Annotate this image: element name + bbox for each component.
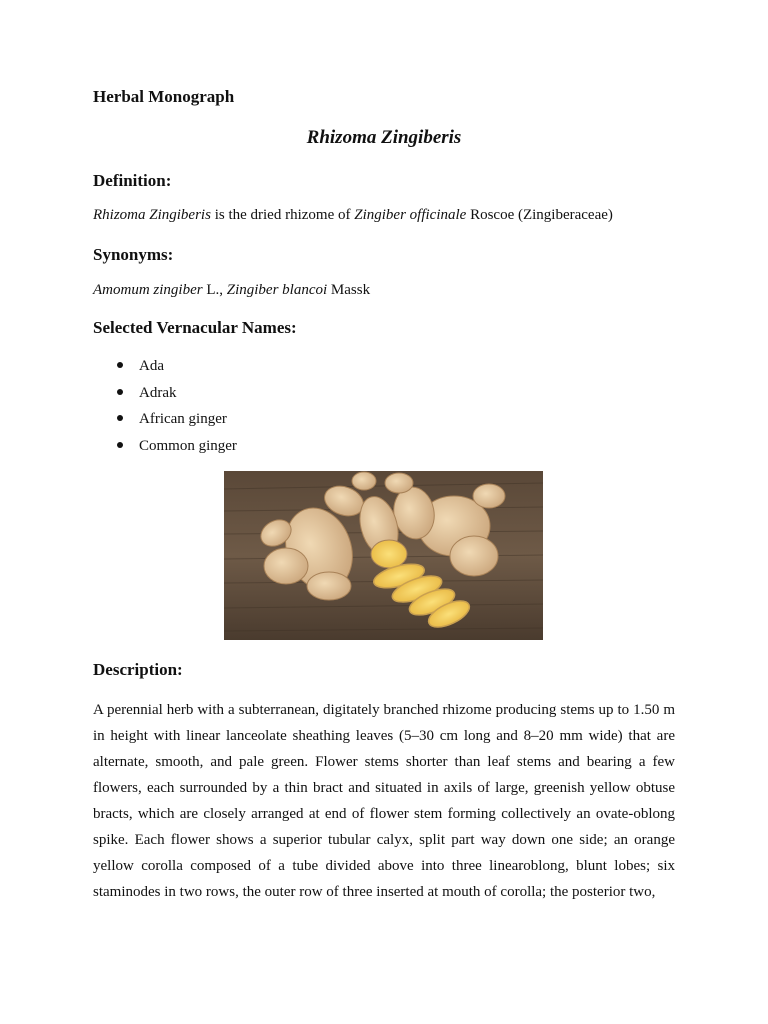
bullet-icon [117, 362, 123, 368]
list-item: Ada [93, 356, 237, 383]
definition-text [93, 207, 613, 224]
definition-term: Rhizoma Zingiberis [93, 207, 211, 223]
description-text: A perennial herb with a subterranean, digitately branched rhizome producing stems up to 1.50 m in height with linear lanceolate sheathing leaves (5–30 cm long and 8–20 mm wide) that are alternate, smooth, and pale green. Flower stems shorter than leaf stems and bearing a few flowers, each surrounded by a thin bract and situated in axils of large, greenish yellow obtuse bracts, which are closely arranged at end of flower stem forming collectively an ovate-oblong spike. Each flower shows a superior tubular calyx, split part way down one side; an orange yellow corolla composed of a tube divided above into three linearoblong, blunt lobes; six staminodes in two rows, the outer row of three inserted at mouth of corolla; the posterior two, [93, 702, 675, 900]
document-header: Herbal Monograph [93, 87, 235, 106]
bullet-icon [117, 415, 123, 421]
synonyms-heading: Synonyms: [93, 245, 174, 264]
list-item: Adrak [93, 383, 237, 410]
synonym-author: Massk [327, 282, 371, 298]
list-item: Common ginger [93, 436, 237, 463]
bullet-icon [117, 389, 123, 395]
description-heading: Description: [93, 660, 183, 679]
ginger-photo [224, 471, 543, 640]
list-item: African ginger [93, 409, 237, 436]
synonym-1: Amomum zingiber [93, 282, 203, 298]
definition-text-1: is the dried rhizome of [210, 207, 355, 223]
definition-heading: Definition: [93, 171, 172, 190]
definition-species: Zingiber officinale [354, 207, 467, 223]
synonym-separator: L., [202, 282, 227, 298]
synonyms-text [93, 282, 370, 299]
bullet-icon [117, 442, 123, 448]
synonym-2: Zingiber blancoi [226, 282, 328, 298]
monograph-title: Rhizoma Zingiberis [306, 127, 462, 148]
vernacular-list [93, 356, 237, 462]
vernacular-heading: Selected Vernacular Names: [93, 318, 297, 337]
definition-text-2: Roscoe (Zingiberaceae) [466, 207, 613, 223]
